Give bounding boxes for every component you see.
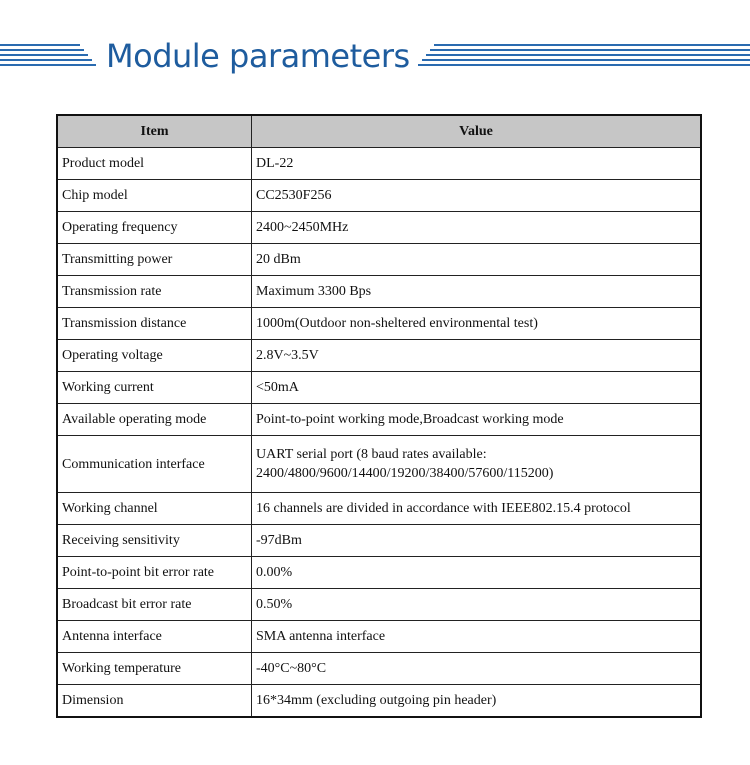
table-row — [57, 212, 701, 244]
value-cell: 0.00% — [252, 557, 702, 589]
column-header-value: Value — [252, 115, 702, 148]
item-cell: Working channel — [57, 493, 252, 525]
page-header — [0, 30, 750, 86]
header-decoration-right — [414, 30, 750, 86]
table-row — [57, 404, 701, 436]
value-cell: 16 channels are divided in accordance with IEEE802.15.4 protocol — [252, 493, 702, 525]
item-cell: Transmission distance — [57, 308, 252, 340]
table-row — [57, 180, 701, 212]
table-row — [57, 340, 701, 372]
value-cell: 2400~2450MHz — [252, 212, 702, 244]
table-row — [57, 621, 701, 653]
value-cell: 1000m(Outdoor non-sheltered environmental test) — [252, 308, 702, 340]
table-row — [57, 557, 701, 589]
table-row — [57, 276, 701, 308]
item-cell: Working temperature — [57, 653, 252, 685]
item-cell: Receiving sensitivity — [57, 525, 252, 557]
value-cell — [252, 436, 702, 493]
value-cell: <50mA — [252, 372, 702, 404]
item-cell: Broadcast bit error rate — [57, 589, 252, 621]
value-cell: CC2530F256 — [252, 180, 702, 212]
page-title: Module parameters — [106, 37, 410, 75]
value-cell: 16*34mm (excluding outgoing pin header) — [252, 685, 702, 718]
item-cell: Dimension — [57, 685, 252, 718]
item-cell: Product model — [57, 148, 252, 180]
table-row — [57, 653, 701, 685]
table-row — [57, 436, 701, 493]
table-row — [57, 308, 701, 340]
table-row — [57, 685, 701, 718]
table-row — [57, 589, 701, 621]
item-cell: Communication interface — [57, 436, 252, 493]
value-cell: DL-22 — [252, 148, 702, 180]
value-cell: 0.50% — [252, 589, 702, 621]
parameters-table — [56, 114, 702, 718]
value-line: 2400/4800/9600/14400/19200/38400/57600/115200) — [256, 466, 554, 481]
value-cell: Point-to-point working mode,Broadcast working mode — [252, 404, 702, 436]
table-row — [57, 244, 701, 276]
table-row — [57, 148, 701, 180]
item-cell: Operating frequency — [57, 212, 252, 244]
item-cell: Working current — [57, 372, 252, 404]
value-cell: Maximum 3300 Bps — [252, 276, 702, 308]
item-cell: Point-to-point bit error rate — [57, 557, 252, 589]
column-header-item: Item — [57, 115, 252, 148]
value-cell: 2.8V~3.5V — [252, 340, 702, 372]
value-line: UART serial port (8 baud rates available: — [256, 447, 487, 462]
value-cell: SMA antenna interface — [252, 621, 702, 653]
value-cell: -40°C~80°C — [252, 653, 702, 685]
item-cell: Available operating mode — [57, 404, 252, 436]
table-row — [57, 372, 701, 404]
item-cell: Antenna interface — [57, 621, 252, 653]
item-cell: Operating voltage — [57, 340, 252, 372]
value-cell: -97dBm — [252, 525, 702, 557]
header-decoration-left — [0, 30, 100, 86]
item-cell: Transmission rate — [57, 276, 252, 308]
table-row — [57, 525, 701, 557]
table-header-row — [57, 115, 701, 148]
value-cell: 20 dBm — [252, 244, 702, 276]
item-cell: Chip model — [57, 180, 252, 212]
table-row — [57, 493, 701, 525]
item-cell: Transmitting power — [57, 244, 252, 276]
